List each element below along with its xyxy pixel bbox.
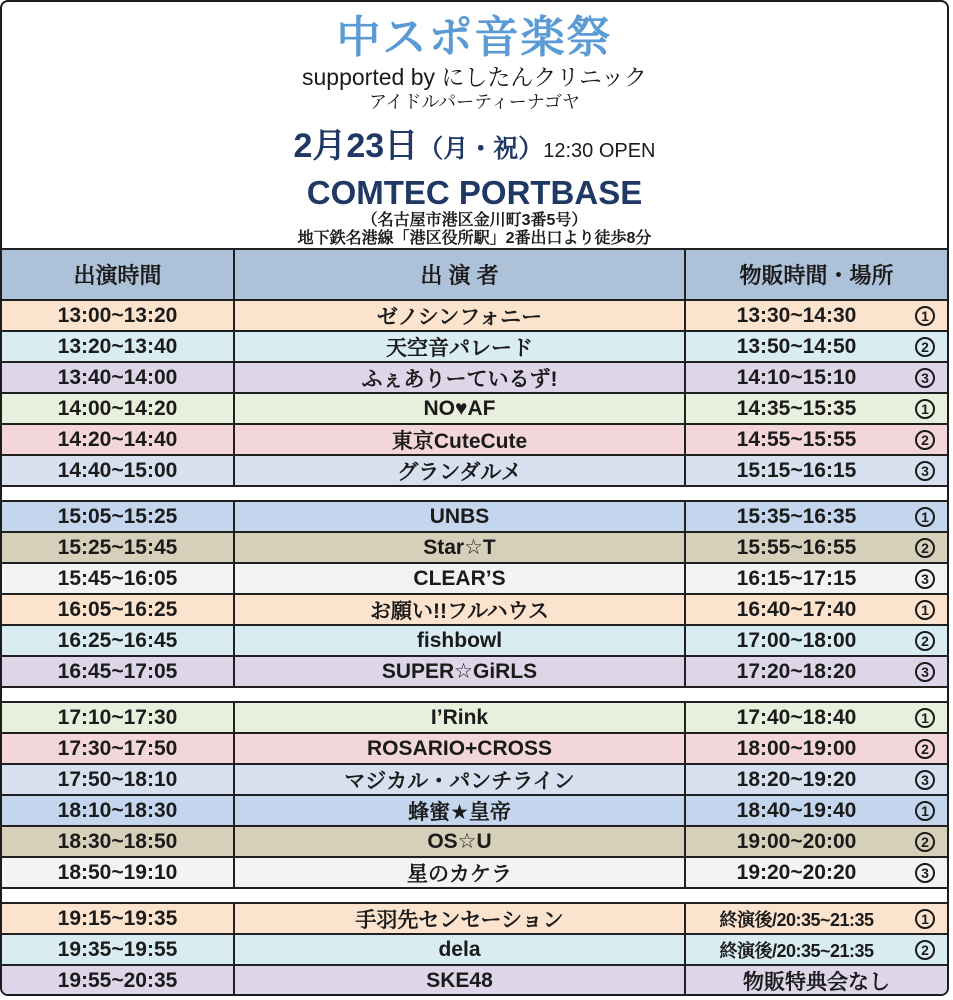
- goods-time: 14:55~15:55: [736, 427, 857, 451]
- time-cell: 19:15~19:35: [2, 904, 235, 933]
- table-row: [2, 703, 947, 734]
- table-row: [2, 935, 947, 966]
- artist-cell: ゼノシンフォニー: [235, 301, 686, 330]
- goods-time: 16:15~17:15: [736, 566, 857, 590]
- goods-cell: [686, 595, 947, 624]
- goods-cell: [686, 363, 947, 392]
- slot-number-icon: 2: [915, 337, 935, 357]
- goods-time: 18:40~19:40: [736, 798, 857, 822]
- artist-cell: UNBS: [235, 502, 686, 531]
- time-cell: 13:40~14:00: [2, 363, 235, 392]
- time-cell: 14:20~14:40: [2, 425, 235, 454]
- slot-number-icon: 1: [915, 507, 935, 527]
- slot-number-icon: 1: [915, 600, 935, 620]
- table-row: [2, 765, 947, 796]
- block-gap: [2, 688, 947, 703]
- artist-cell: 手羽先センセーション: [235, 904, 686, 933]
- series-name: アイドルパーティーナゴヤ: [369, 91, 580, 112]
- artist-cell: SUPER☆GiRLS: [235, 657, 686, 686]
- goods-time: 13:30~14:30: [736, 303, 857, 327]
- slot-number-icon: 1: [915, 708, 935, 728]
- artist-cell: ふぇありーているず!: [235, 363, 686, 392]
- slot-number-icon: 2: [915, 538, 935, 558]
- time-cell: 13:00~13:20: [2, 301, 235, 330]
- goods-time: 17:00~18:00: [736, 628, 857, 652]
- artist-cell: お願い!!フルハウス: [235, 595, 686, 624]
- venue-address: （名古屋市港区金川町3番5号）: [361, 212, 588, 230]
- slot-number-icon: 2: [915, 739, 935, 759]
- goods-time: 14:10~15:10: [736, 365, 857, 389]
- artist-cell: SKE48: [235, 966, 686, 995]
- goods-cell: [686, 935, 947, 964]
- table-row: [2, 301, 947, 332]
- col-header-artist: 出 演 者: [235, 250, 686, 299]
- time-cell: 14:40~15:00: [2, 456, 235, 485]
- goods-cell: [686, 425, 947, 454]
- time-cell: 17:50~18:10: [2, 765, 235, 794]
- time-cell: 19:55~20:35: [2, 966, 235, 995]
- goods-time: 19:20~20:20: [736, 860, 857, 884]
- timetable-header: [2, 250, 947, 301]
- goods-time: 19:00~20:00: [736, 829, 857, 853]
- table-row: [2, 363, 947, 394]
- venue-access: 地下鉄名港線「港区役所駅」2番出口より徒歩8分: [297, 230, 652, 248]
- slot-number-icon: 2: [915, 631, 935, 651]
- col-header-goods: 物販時間・場所: [739, 263, 894, 288]
- table-row: [2, 827, 947, 858]
- goods-time: 17:40~18:40: [736, 705, 857, 729]
- time-cell: 16:05~16:25: [2, 595, 235, 624]
- event-title: 中スポ音楽祭: [336, 13, 613, 62]
- table-row: [2, 966, 947, 996]
- slot-number-icon: 1: [915, 306, 935, 326]
- time-cell: 19:35~19:55: [2, 935, 235, 964]
- slot-number-icon: 1: [915, 801, 935, 821]
- goods-time: 18:00~19:00: [736, 736, 857, 760]
- goods-time: 15:55~16:55: [736, 535, 857, 559]
- goods-time: 終演後/20:35~21:35: [719, 940, 874, 961]
- time-cell: 18:30~18:50: [2, 827, 235, 856]
- time-cell: 16:25~16:45: [2, 626, 235, 655]
- goods-cell: [686, 858, 947, 887]
- goods-cell: [686, 456, 947, 485]
- event-date-note: （月・祝）: [418, 135, 544, 164]
- artist-cell: グランダルメ: [235, 456, 686, 485]
- slot-number-icon: 3: [915, 569, 935, 589]
- table-row: [2, 456, 947, 487]
- goods-cell: [686, 502, 947, 531]
- goods-time: 15:35~16:35: [736, 504, 857, 528]
- goods-time: 17:20~18:20: [736, 659, 857, 683]
- goods-time: 18:20~19:20: [736, 767, 857, 791]
- goods-cell: [686, 332, 947, 361]
- artist-cell: マジカル・パンチライン: [235, 765, 686, 794]
- slot-number-icon: 3: [915, 461, 935, 481]
- artist-cell: 星のカケラ: [235, 858, 686, 887]
- open-time: 12:30 OPEN: [543, 140, 656, 163]
- goods-time: 15:15~16:15: [736, 458, 857, 482]
- timetable: [2, 248, 947, 996]
- slot-number-icon: 2: [915, 940, 935, 960]
- slot-number-icon: 1: [915, 909, 935, 929]
- supported-by: supported by にしたんクリニック: [302, 64, 647, 91]
- table-row: [2, 734, 947, 765]
- block-gap: [2, 889, 947, 904]
- slot-number-icon: 3: [915, 368, 935, 388]
- col-header-time: 出演時間: [2, 250, 235, 299]
- time-cell: 15:05~15:25: [2, 502, 235, 531]
- table-row: [2, 626, 947, 657]
- goods-time: 14:35~15:35: [736, 396, 857, 420]
- table-row: [2, 904, 947, 935]
- goods-cell: [686, 765, 947, 794]
- table-row: [2, 425, 947, 456]
- goods-cell: [686, 657, 947, 686]
- timetable-body: [2, 301, 947, 996]
- artist-cell: NO♥AF: [235, 394, 686, 423]
- artist-cell: dela: [235, 935, 686, 964]
- goods-time: 終演後/20:35~21:35: [719, 909, 874, 930]
- goods-cell: [686, 533, 947, 562]
- time-cell: 15:45~16:05: [2, 564, 235, 593]
- time-cell: 14:00~14:20: [2, 394, 235, 423]
- slot-number-icon: 3: [915, 863, 935, 883]
- table-row: [2, 657, 947, 688]
- table-row: [2, 858, 947, 889]
- table-row: [2, 564, 947, 595]
- artist-cell: fishbowl: [235, 626, 686, 655]
- slot-number-icon: 3: [915, 662, 935, 682]
- artist-cell: 東京CuteCute: [235, 425, 686, 454]
- goods-time: 物販特典会なし: [743, 970, 890, 994]
- slot-number-icon: 3: [915, 770, 935, 790]
- goods-cell: [686, 796, 947, 825]
- goods-cell: [686, 966, 947, 995]
- artist-cell: 蜂蜜★皇帝: [235, 796, 686, 825]
- slot-number-icon: 2: [915, 430, 935, 450]
- table-row: [2, 595, 947, 626]
- goods-cell: [686, 827, 947, 856]
- slot-number-icon: 1: [915, 399, 935, 419]
- artist-cell: Star☆T: [235, 533, 686, 562]
- time-cell: 17:30~17:50: [2, 734, 235, 763]
- goods-time: 16:40~17:40: [736, 597, 857, 621]
- artist-cell: OS☆U: [235, 827, 686, 856]
- time-cell: 18:50~19:10: [2, 858, 235, 887]
- table-row: [2, 796, 947, 827]
- time-cell: 16:45~17:05: [2, 657, 235, 686]
- artist-cell: CLEAR’S: [235, 564, 686, 593]
- time-cell: 18:10~18:30: [2, 796, 235, 825]
- time-cell: 17:10~17:30: [2, 703, 235, 732]
- goods-cell: [686, 734, 947, 763]
- event-date: 2月23日: [293, 127, 419, 166]
- artist-cell: 天空音パレード: [235, 332, 686, 361]
- table-row: [2, 332, 947, 363]
- goods-cell: [686, 904, 947, 933]
- table-row: [2, 502, 947, 533]
- time-cell: 15:25~15:45: [2, 533, 235, 562]
- artist-cell: ROSARIO+CROSS: [235, 734, 686, 763]
- venue-name: COMTEC PORTBASE: [306, 174, 643, 212]
- goods-cell: [686, 394, 947, 423]
- goods-cell: [686, 564, 947, 593]
- time-cell: 13:20~13:40: [2, 332, 235, 361]
- slot-number-icon: 2: [915, 832, 935, 852]
- table-row: [2, 394, 947, 425]
- table-row: [2, 533, 947, 564]
- goods-time: 13:50~14:50: [736, 334, 857, 358]
- artist-cell: I’Rink: [235, 703, 686, 732]
- block-gap: [2, 487, 947, 502]
- goods-cell: [686, 301, 947, 330]
- poster-header: [2, 2, 947, 249]
- event-date-line: [2, 127, 947, 166]
- goods-cell: [686, 703, 947, 732]
- goods-cell: [686, 626, 947, 655]
